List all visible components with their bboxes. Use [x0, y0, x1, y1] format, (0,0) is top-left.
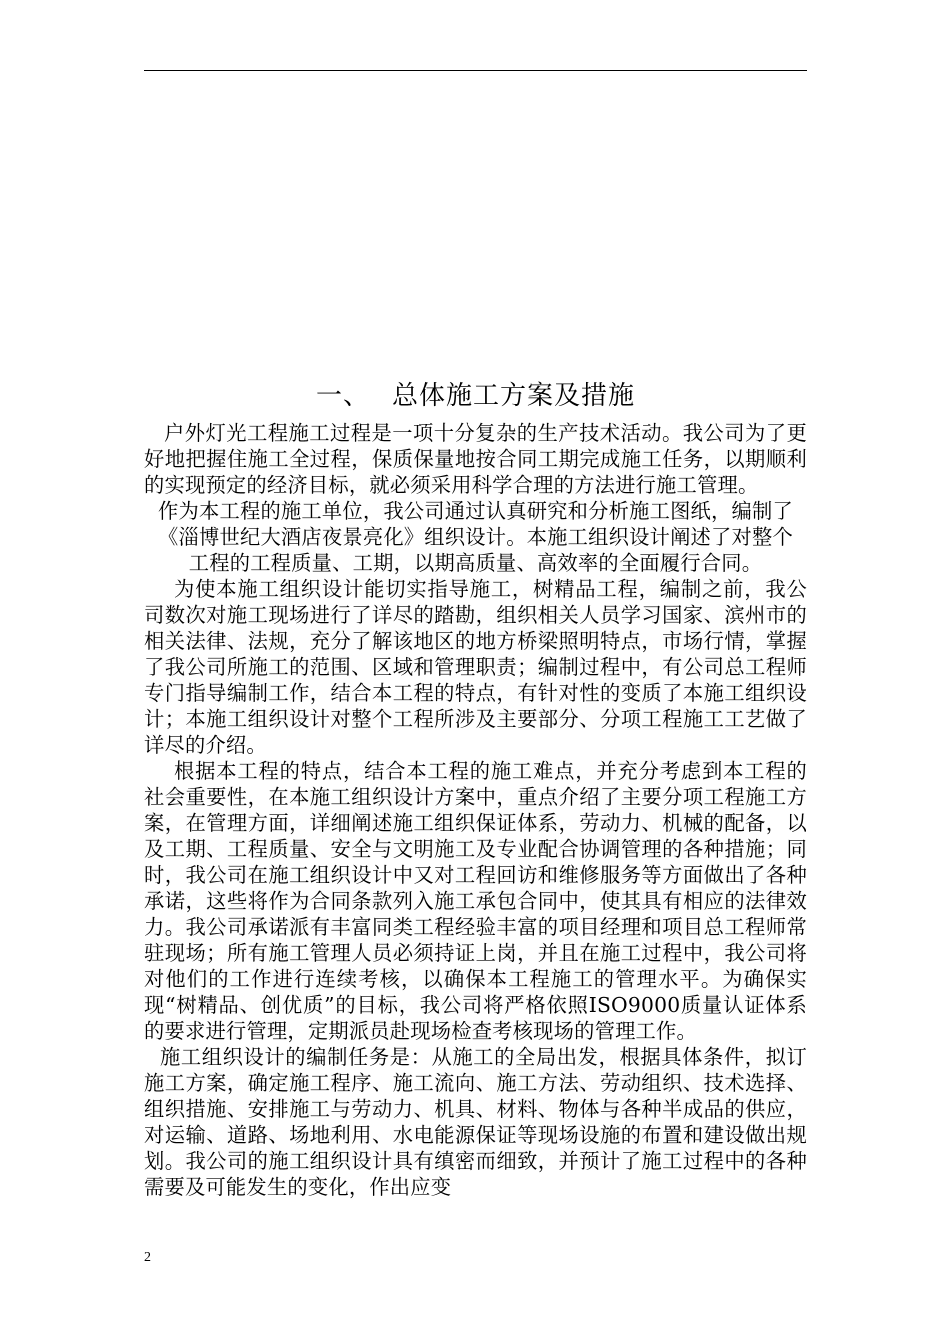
section-title: 总体施工方案及措施: [392, 381, 636, 411]
body-text: [144, 420, 807, 1200]
paragraph-2: 作为本工程的施工单位，我公司通过认真研究和分析施工图纸，编制了《淄博世纪大酒店夜景亮化》组织设计。本施工组织设计阐述了对整个工程的工程质量、工期，以期高质量、高效率的全面履行合同。: [158, 499, 793, 575]
header-rule: [144, 70, 807, 71]
paragraph-1: 户外灯光工程施工过程是一项十分复杂的生产技术活动。我公司为了更好地把握住施工全过程，保质保量地按合同工期完成施工任务，以期顺利的实现预定的经济目标，就必须采用科学合理的方法进行施工管理。: [144, 421, 807, 497]
paragraph-5: 施工组织设计的编制任务是：从施工的全局出发，根据具体条件，拟订施工方案，确定施工程序、施工流向、施工方法、劳动组织、技术选择、组织措施、安排施工与劳动力、机具、材料、物体与各种半成品的供应，对运输、道路、场地利用、水电能源保证等现场设施的布置和建设做出规划。我公司的施工组织设计具有缜密而细致，并预计了施工过程中的各种需要及可能发生的变化，作出应变: [144, 1045, 807, 1199]
section-heading: [144, 374, 807, 418]
page-number: 2: [144, 1250, 151, 1265]
paragraph-4: 根据本工程的特点，结合本工程的施工难点，并充分考虑到本工程的社会重要性，在本施工组织设计方案中，重点介绍了主要分项工程施工方案，在管理方面，详细阐述施工组织保证体系，劳动力、机械的配备，以及工期、工程质量、安全与文明施工及专业配合协调管理的各种措施；同时，我公司在施工组织设计中又对工程回访和维修服务等方面做出了各种承诺，这些将作为合同条款列入施工承包合同中，使其具有相应的法律效力。我公司承诺派有丰富同类工程经验丰富的项目经理和项目总工程师常驻现场；所有施工管理人员必须持证上岗，并且在施工过程中，我公司将对他们的工作进行连续考核，以确保本工程施工的管理水平。为确保实现“树精品、创优质”的目标，我公司将严格依照ISO9000质量认证体系的要求进行管理，定期派员赴现场检查考核现场的管理工作。: [144, 759, 807, 1043]
paragraph-3: 为使本施工组织设计能切实指导施工，树精品工程，编制之前，我公司数次对施工现场进行了详尽的踏勘，组织相关人员学习国家、滨州市的相关法律、法规，充分了解该地区的地方桥梁照明特点，市场行情，掌握了我公司所施工的范围、区域和管理职责；编制过程中，有公司总工程师专门指导编制工作，结合本工程的特点，有针对性的变质了本施工组织设计；本施工组织设计对整个工程所涉及主要部分、分项工程施工工艺做了详尽的介绍。: [144, 577, 807, 757]
section-number: 一、: [315, 381, 370, 411]
